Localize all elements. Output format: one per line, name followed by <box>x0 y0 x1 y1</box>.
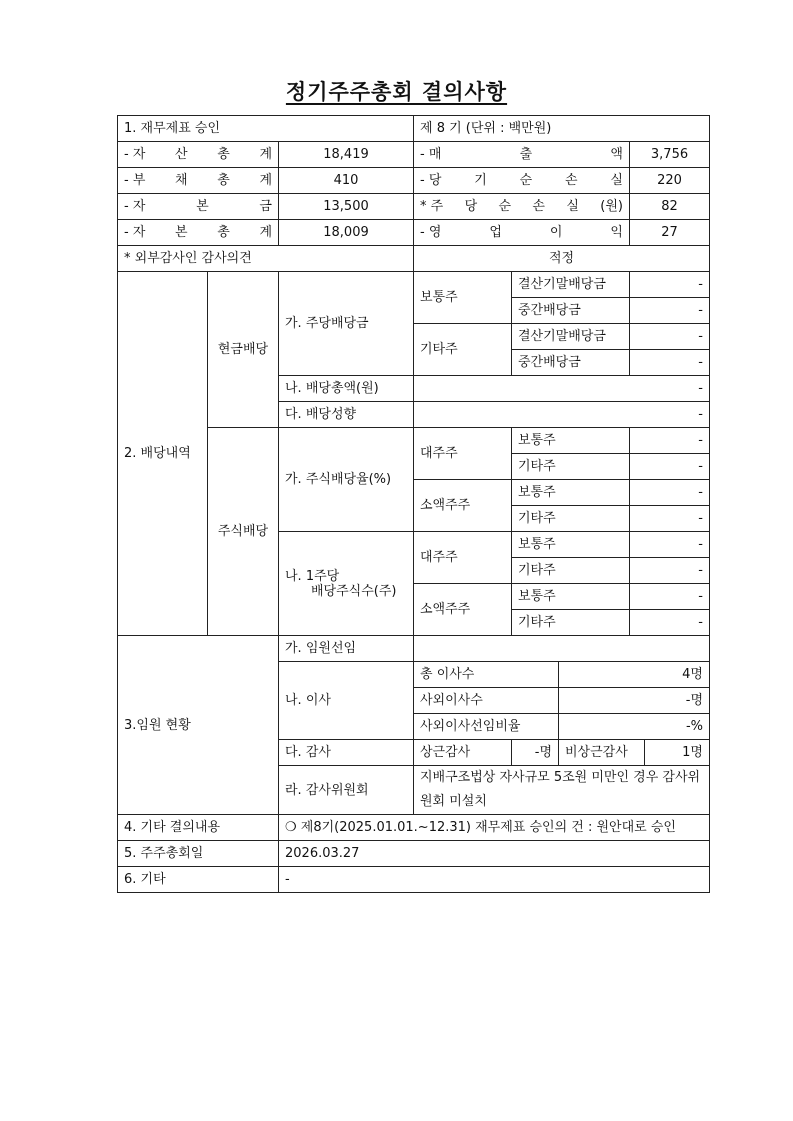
sec4-value: ❍ 제8기(2025.01.01.~12.31) 재무제표 승인의 건 : 원안대로 승인 <box>279 815 710 841</box>
stock-common-label: 보통주 <box>512 532 630 558</box>
stock-value: - <box>630 610 710 636</box>
other-resolution-row <box>118 815 710 841</box>
nonstanding-auditor-value: 1명 <box>645 740 710 766</box>
major-shareholder-label: 대주주 <box>414 428 512 480</box>
stock-other-label: 기타주 <box>512 558 630 584</box>
cash-value: - <box>630 298 710 324</box>
outside-ratio-label: 사외이사선임비율 <box>414 714 559 740</box>
stock-value: - <box>630 558 710 584</box>
total-directors-label: 총 이사수 <box>414 662 559 688</box>
stock-dividend-label: 주식배당 <box>208 428 279 636</box>
stock-value: - <box>630 428 710 454</box>
net-loss-value: 220 <box>630 168 710 194</box>
total-assets-label: - 자 산 총 계 <box>124 147 272 162</box>
stock-common-label: 보통주 <box>512 480 630 506</box>
operating-income-label: - 영 업 이 익 <box>420 225 623 240</box>
stock-other-label: 기타주 <box>512 506 630 532</box>
auditor-label: 다. 감사 <box>279 740 414 766</box>
cash-row <box>118 272 710 298</box>
operating-income-value: 27 <box>630 220 710 246</box>
standing-auditor-value: -명 <box>512 740 559 766</box>
sec1-period: 제 8 기 (단위 : 백만원) <box>414 116 710 142</box>
stock-other-label: 기타주 <box>512 454 630 480</box>
other-row <box>118 867 710 893</box>
fin-label-right <box>414 142 630 168</box>
dividend-per-share-label: 가. 주당배당금 <box>279 272 414 376</box>
stock-value: - <box>630 532 710 558</box>
sec2-label: 2. 배당내역 <box>118 272 208 636</box>
standing-auditor-label: 상근감사 <box>414 740 512 766</box>
fin-row <box>118 220 710 246</box>
fin-label-left <box>118 168 279 194</box>
fin-row <box>118 142 710 168</box>
stock-value: - <box>630 480 710 506</box>
total-assets-value: 18,419 <box>279 142 414 168</box>
interim-dividend-label: 중간배당금 <box>512 298 630 324</box>
final-dividend-label: 결산기말배당금 <box>512 272 630 298</box>
page-title: 정기주주총회 결의사항 <box>285 80 508 104</box>
cash-value: - <box>630 350 710 376</box>
resolution-table <box>117 115 710 893</box>
total-equity-label: - 자 본 총 계 <box>124 225 272 240</box>
interim-dividend-label: 중간배당금 <box>512 350 630 376</box>
net-loss-label: - 당 기 순 손 실 <box>420 173 623 188</box>
cash-other-label: 기타주 <box>414 324 512 376</box>
cash-value: - <box>630 324 710 350</box>
shares-per-share-line2: 배당주식수(주) <box>311 583 397 599</box>
sales-value: 3,756 <box>630 142 710 168</box>
meeting-date-row <box>118 841 710 867</box>
audit-row <box>118 246 710 272</box>
fin-label-right <box>414 168 630 194</box>
cash-value: - <box>630 272 710 298</box>
minor-shareholder-label: 소액주주 <box>414 584 512 636</box>
total-liabilities-value: 410 <box>279 168 414 194</box>
payout-ratio-value: - <box>414 402 710 428</box>
sec6-label: 6. 기타 <box>118 867 279 893</box>
minor-shareholder-label: 소액주주 <box>414 480 512 532</box>
fin-label-right <box>414 220 630 246</box>
stock-common-label: 보통주 <box>512 584 630 610</box>
sec5-label: 5. 주주총회일 <box>118 841 279 867</box>
sec1-label: 1. 재무제표 승인 <box>118 116 414 142</box>
major-shareholder-label: 대주주 <box>414 532 512 584</box>
sec4-label: 4. 기타 결의내용 <box>118 815 279 841</box>
sec3-label: 3.임원 현황 <box>118 636 279 815</box>
nonstanding-auditor-label: 비상근감사 <box>559 740 645 766</box>
audit-label: * 외부감사인 감사의견 <box>118 246 414 272</box>
cash-dividend-label: 현금배당 <box>208 272 279 428</box>
eps-loss-label: * 주 당 순 손 실 (원) <box>420 199 623 214</box>
directors-label: 나. 이사 <box>279 662 414 740</box>
stock-dividend-rate-label: 가. 주식배당율(%) <box>279 428 414 532</box>
audit-committee-label: 라. 감사위원회 <box>279 766 414 815</box>
payout-ratio-label: 다. 배당성향 <box>279 402 414 428</box>
eps-loss-value: 82 <box>630 194 710 220</box>
stock-value: - <box>630 506 710 532</box>
outside-ratio-value: -% <box>559 714 710 740</box>
sec5-value: 2026.03.27 <box>279 841 710 867</box>
audit-value: 적정 <box>414 246 710 272</box>
capital-stock-label: - 자 본 금 <box>124 199 272 214</box>
stock-common-label: 보통주 <box>512 428 630 454</box>
fin-label-left <box>118 142 279 168</box>
fin-label-left <box>118 194 279 220</box>
stock-value: - <box>630 454 710 480</box>
fin-label-left <box>118 220 279 246</box>
outside-directors-label: 사외이사수 <box>414 688 559 714</box>
fin-row <box>118 194 710 220</box>
outside-directors-value: -명 <box>559 688 710 714</box>
capital-stock-value: 13,500 <box>279 194 414 220</box>
stock-value: - <box>630 584 710 610</box>
total-equity-value: 18,009 <box>279 220 414 246</box>
final-dividend-label: 결산기말배당금 <box>512 324 630 350</box>
total-dividend-value: - <box>414 376 710 402</box>
fin-row <box>118 168 710 194</box>
cash-common-label: 보통주 <box>414 272 512 324</box>
officer-appointment-value <box>414 636 710 662</box>
stock-other-label: 기타주 <box>512 610 630 636</box>
sales-label: - 매 출 액 <box>420 147 623 162</box>
total-liabilities-label: - 부 채 총 계 <box>124 173 272 188</box>
sec1-header-row <box>118 116 710 142</box>
officer-row <box>118 636 710 662</box>
shares-per-share-label <box>279 532 414 636</box>
officer-appointment-label: 가. 임원선임 <box>279 636 414 662</box>
sec6-value: - <box>279 867 710 893</box>
fin-label-right <box>414 194 630 220</box>
total-directors-value: 4명 <box>559 662 710 688</box>
shares-per-share-line1: 나. 1주당 <box>285 568 340 584</box>
audit-committee-value: 지배구조법상 자사규모 5조원 미만인 경우 감사위원회 미설치 <box>414 766 710 815</box>
total-dividend-label: 나. 배당총액(원) <box>279 376 414 402</box>
